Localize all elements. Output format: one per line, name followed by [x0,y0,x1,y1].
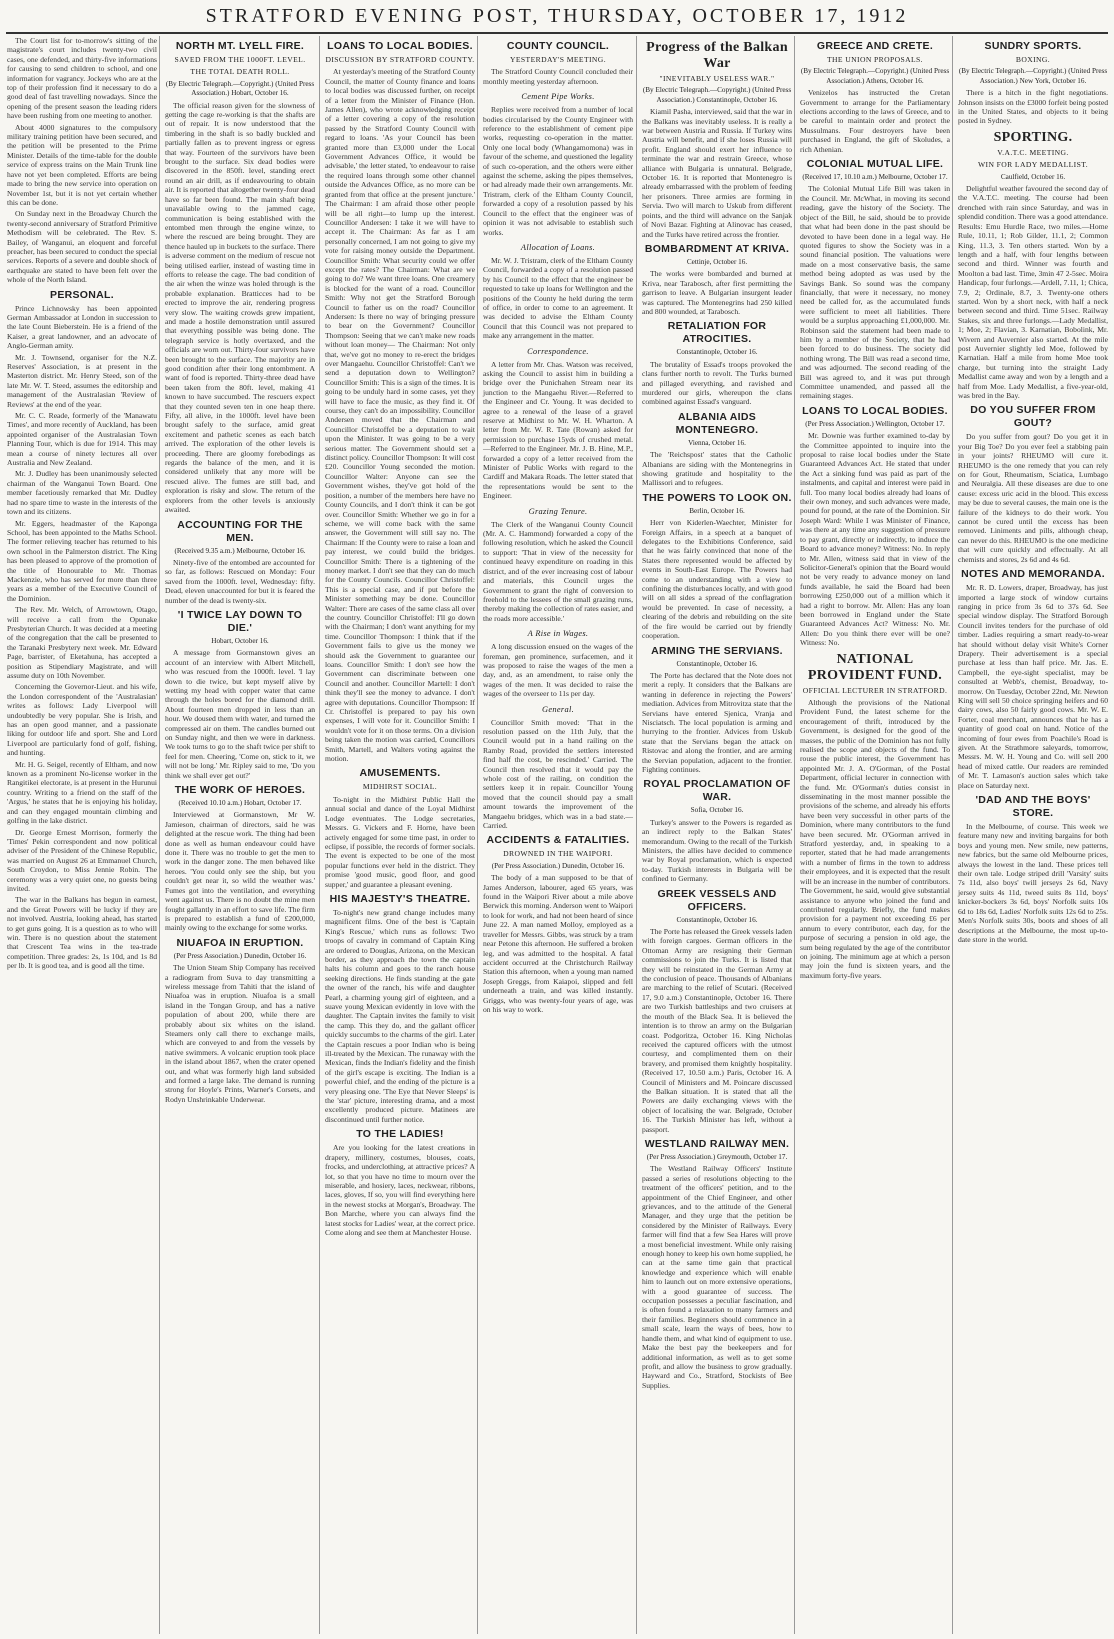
article-body: Although the provisions of the National Provident Fund, the latest scheme for the encouragement of thrift, introduced by the Government, is designed for the good of the masses, the public of the Dominion has not fully realised the scope and objects of the fund. To rouse the public interest, the Government has appointed Mr. J. A. O'Gorman, of the Postal Department, official lecturer in connection with the fund. Mr. O'Gorman's duties consist in disseminating in the most manner possible the provisions of the scheme, and already his efforts have been very successful in other parts of the Dominion, where many contributors to the fund have been secured. Mr. O'Gorman arrived in Stratford yesterday, and, in speaking to a reporter, stated that he had made arrangements with a number of firms in the town to address their employees, and it is expected that the result will be an increase in the number of contributors. The Government, he said, would give substantial assistance to anyone who joined the fund and contributed regularly. Briefly, the fund makes provision for a payment not exceeding £6 per annum to every contributor, each day, for the purpose of securing a pension in old age, the sum being regulated by the age of the contributor on joining. The minimum age at which a person may join the fund is sixteen years, and the maximum forty-five years. [800,697,950,980]
article-body: The works were bombarded and burned at Kriva, near Tarabosch, after first permitting the garrison to leave. A Bulgarian insurgent leader was captured. The Montenegrins had 250 killed and 800 wounded, at Tarabosch. [642,269,792,316]
article-body: Mr. W. J. Tristram, clerk of the Eltham County Council, forwarded a copy of a resolution passed by his Council to the effect that the engineer be requested to take up loans for Wellington and the positions of the County he held during the term of office, in order to come to an agreement. It was decided to advise the Eltham County Council that this Council was not prepared to make any arrangement in the matter. [483,255,633,341]
article-headline: AMUSEMENTS. [359,767,441,780]
dateline: (Received 10.10 a.m.) Hobart, October 17. [178,799,302,808]
article-body: About 4000 signatures to the compulsory military training petition have been secured, and the petition will be presented to the Prime Minister. Details of the time-table for the double service of express trains on the Main Trunk line have not yet been completed. Efforts are being made to bring the new service into operation on November 1st, but it is not yet certain whether this can be done. [7,122,157,207]
dateline: (Per Press Association.) Wellington, October 17. [805,419,945,428]
dateline: (Per Press Association.) Greymouth, October 17. [646,1152,788,1161]
dateline: Sofia, October 16. [690,806,744,815]
article-subheading: V.A.T.C. MEETING. [997,147,1069,157]
article-body: Herr von Kiderlen-Waechter, Minister for Foreign Affairs, in a speech at a banquet of delegates to the Exhibitions Conference, said that he was fairly convinced that none of the States there represented would be affected by events in South-East Europe. The Powers had come to an understanding with a view to confining the disturbances locally, and with good will on all sides a spread of the conflagration would be prevented. In case of necessity, a clearing of the debris and rebuilding on the site of the fire would be carried out by friendly cooperation. [642,518,792,641]
article-headline: PERSONAL. [50,288,114,301]
column-rule [636,36,637,1634]
article-body: Mr. C. C. Reade, formerly of the 'Manawatu Times', and more recently of Auckland, has been appointed organiser of the Australasian Town Planning Tour, which is due for 1914. This may mean a course of ninety lectures all over Australia and New Zealand. [7,411,157,468]
article-subheading: BOXING. [1015,55,1051,64]
article-headline: BOMBARDMENT AT KRIVA. [644,242,790,255]
article-headline: 'DAD AND THE BOYS' STORE. [975,794,1091,820]
column-rule [794,36,795,1634]
article-body: The Court list for to-morrow's sitting of the magistrate's court includes twenty-two civil cases, one defended, and thirty-five informations for causing to send children to school, and one information for vagrancy. Jockeys who are at the top of their profession find it necessary to do a good deal of fast travelling nowadays. Since the opening of the present season the leading riders have been rushing from one meeting to another. [7,36,157,121]
dateline: Vienna, October 16. [688,438,746,447]
article-subheading: MIDHIRST SOCIAL. [362,782,438,792]
article-body: Mr. J. Dudley has been unanimously selected chairman of the Wanganui Town Board. One member facetiously remarked that Mr. Dudley had no spare time to waste in the interests of the town and its citizens. [7,469,157,517]
article-body: The war in the Balkans has begun in earnest, and the Great Powers will be lucky if they are not involved. Austria, looking ahead, has started to get guns going. It is a question as to who will win. There is no question about the statement that Crescent Tea wins in the tea-trade competition. Three grades: 2s, 1s 10d, and 1s 8d per lb. It is good tea, and is good all the time. [7,895,157,971]
article-body: Mr. Downie was further examined to-day by the Committee appointed to inquire into the proposal to raise local bodies under the State Guaranteed Advances Act. He stated that under the Act a sinking fund was paid as part of the instalments, and capital and interest were paid in full. Too many local bodies already had loans of their own money, and such advances were made, pound for pound, at the rate of the Dominion. Sir Joseph Ward: While I was Minister of Finance, was there at any time any suggestion of pressure to pay grant, directly or indirectly, to induce the Board to advance money? Witness: No. In reply to Mr. Allen, witness said that in view of the Solicitor-General's opinion that the Board would not be very ready to advance money on land funds available, he said the Board had been borrowing £250,000 out of a million which it had a right to borrow. Mr. Allen: Has any loan been borrowed in England under the State Guaranteed Advances Act? Witness: No. Mr. Allen: Do you think there ever will be one? Witness: No. [800,431,950,648]
article-body: Prince Lichnowsky has been appointed German Ambassador at London in succession to the late Count Bieberstein. He is a friend of the Kaiser, a great landowner, and an advocate of Anglo-German amity. [7,303,157,351]
article-subheading: WIN FOR LADY MEDALLIST. [977,160,1089,170]
article-body: The Westland Railway Officers' Institute passed a series of resolutions objecting to the treatment of the officers' petition, and to the appointment of the Chief Engineer, and other grievances, and to the attitude of the General Manager, and they urge that the petition be considered by the Minister of Railways. Every farmer will find that a few Sea Hares will prove a most beneficial investment. While only raising enough honey to keep his own home supplied, he can at the same time gain that practical knowledge and experience which will enable him to launch out on more extensive operations, with a good guarantee of success. The occupation possesses a peculiar fascination, and is often found a relaxation to many farmers and their families. Beginners should commence in a small scale, learn the ways of bees, how to handle them, and what kind of equipment to use. Make the best pay the beekeepers and for additional information, as well as to get some profit, and allow the business to grow gradually. Hayward and Co., Stratford, Stockists of Bee Supplies. [642,1164,792,1390]
dateline: Constantinople, October 16. [676,915,758,924]
article-body: The Stratford County Council concluded their monthly meeting yesterday afternoon. [483,67,633,86]
article-headline: DO YOU SUFFER FROM GOUT? [970,404,1096,430]
article-body: Mr. H. G. Seigel, recently of Eltham, and now known as a prominent No-license worker in the Rangitikei electorate, is at present in the Hurunui country. Writing to a friend on the staff of the 'Argus,' he states that he is enjoying his holiday, and can they engaged mountain climbing and golfing in the lake district. [7,759,157,826]
article-body: Dr. George Ernest Morrison, formerly the 'Times' Pekin correspondent and now political adviser of the President of the Chinese Republic, was married on August 26 at Emmanuel Church, South Croydon, to Miss Jennie Robin. The ceremony was a very quiet one, no guests being invited. [7,827,157,893]
column-2 [162,36,318,1634]
column-5 [639,36,795,1634]
article-headline: Grazing Tenure. [528,506,588,516]
column-rule [952,36,953,1634]
article-body: Turkey's answer to the Powers is regarded as an indirect reply to the Balkan States' memorandum. Owing to the recall of the Turkish Ministers, the allies have decided to commence war by Royal proclamation, which is expected to-day. Turkish interests in Bulgaria will be confined to Germany. [642,817,792,884]
article-body: Councillor Smith moved: 'That in the resolution passed on the 11th July, that the Council would put in a hand railing on the Ramby Road, provided the settlers interested find half the cost, be rescinded.' Carried. The Council then resolved that it would pay the whole cost of the railing, on condition the settlers keep it in repair. Councillor Young moved that the council should pay a small amount towards the improvement of the Mangaehu bridges, which was in a bad state.—Carried. [483,717,633,831]
article-headline: ACCOUNTING FOR THE MEN. [177,518,303,544]
article-headline: RETALIATION FOR ATROCITIES. [667,320,767,346]
article-headline: COUNTY COUNCIL. [506,40,610,52]
article-body: Replies were received from a number of local bodies circularised by the County Engineer with reference to the establishment of cement pipe works, requesting co-operation in the matter. Only one local body (Whangamomona) was in favour of the scheme, and questioned the legality of such co-operation, and the others were either against the scheme, asking the pipes themselves, or had already made their own arrangements. Mr. Tristram, clerk of the Eltham County Council, forwarded a copy of a resolution passed by his Council to the effect that the engineer was of opinion it was not advisable to establish such works. [483,105,633,237]
article-subheading: OFFICIAL LECTURER IN STRATFORD. [802,685,948,695]
article-headline: WESTLAND RAILWAY MEN. [644,1137,790,1150]
article-body: Mr. Eggers, headmaster of the Kaponga School, has been appointed to the Maths School. The former relieving teacher has returned to his own school in the Palmerston district. The King has been pleased to approve of the promotion of the title of Honourable to Mr. Thomas Mackenzie, who has served for more than three years as a member of the Executive Council of the Dominion. [7,518,157,603]
article-body: Mr. R. D. Lowers, draper, Broadway, has just imported a large stock of window curtains ranging in price from 3s 6d to 37s 6d. See special window display. The Stratford Borough Council invites tenders for the purchase of old timber. Ladies requiring a smart ready-to-wear hat should without delay visit White's Corner Drapery. Their advertisement is a special purchase at less than half price. Mr. Jas. E. Campbell, the eye-sight specialist, may be consulted at Webb's, chemist, Broadway, to-morrow. On Tuesday, October 22nd, Mr. Newton King will sell 50 choice springing heifers and 60 dairy cows, also 50 fairly good cows. Mr. W. E. Forter, coal merchant, announces that he has a quantity of good coal on hand. Notice of the incoming of four ewes from Poachile's Road is given. At the Strathmore saleyards, tomorrow, Messrs. M. W. H. Young and Co. will sell 200 head of mixed cattle. Our readers are reminded of Mr. T. Lamason's auction sales which take place on Saturday next. [958,583,1108,790]
dateline: (By Electric Telegraph.—Copyright.) (United Press Association.) Hobart, October 16. [165,79,315,98]
article-body: The Rev. Mr. Welch, of Arrowtown, Otago, will receive a call from the Opunake Presbyterian Church. It was decided at a meeting of the congregation that the call be presented to the Taranaki Presbytery next week. Mr. Edward Page, barrister, of Eketahuna, has accepted a position as Stipendiary Magistrate, and will assume duty on 10th November. [7,605,157,680]
article-body: A message from Gormanstown gives an account of an interview with Albert Mitchell, who was rescued from the 1000ft. level. 'I lay down to die twice, but kept myself alive by wetting my head with copper water that came through the holes bored for the diamond drill. About fourteen men dropped in less than an hour. We doused them with water, and turned the compressed air on them. The candles burned out on Sunday night, and then we were in darkness. We took turns to go to the shaft twice per shift to feel for men. Cheering, 'Come on, stick to it, we will not be long.' Mr. Ripley said to me, 'Do you think we shall ever get out?' [165,648,315,780]
article-headline: NOTES AND MEMORANDA. [961,568,1105,581]
article-body: The Porte has declared that the Note does not merit a reply. It considers that the Balkans are wanting in deference in rejecting the Powers' mediation. Advices from Mitrovitza state that the Servians have entered Sjenica, Vranja and Nisciatsch. The local population is arming and hurrying to the frontier. Advices from Uskub state that the Servians began the attack on Ristovac and along the frontier, and are arming the Servian population, adjacent to the frontier. Fighting continues. [642,670,792,774]
column-rule [159,36,160,1634]
dateline: (By Electric Telegraph.—Copyright.) (United Press Association.) Constantinople, October 16. [642,86,792,104]
column-1 [4,36,160,1634]
article-headline: General. [542,704,574,714]
article-body: On Sunday next in the Broadway Church the twenty-second anniversary of Stratford Primitive Methodism will be celebrated. The Rev. S. Bailey, of Wanganui, an eloquent and forceful preacher, has been secured to conduct the special services. Reports of a severe and double shock of earthquake are stated to have been felt over the whole of the North Island. [7,209,157,285]
article-headline: Correspondence. [527,346,589,356]
article-body: At yesterday's meeting of the Stratford County Council, the matter of County finance and loans to local bodies was discussed further, on receipt of a letter from the Minister of Finance (Hon. James Allen), who wrote acknowledging receipt of a letter covering a copy of the resolution passed by the Stratford County Council with regard to loans. 'As your Council has been granted more than £3,000 under the Local Government Advances Office, it would be advisable,' the letter stated, 'to endeavour to raise the required loans through some other channel outside the Advances Office, as no more can be granted from that office at the present juncture.' The Chairman: I am afraid those other people will be all right—to lump up the interest. Councillor Andersen: I take it we will have to accept it. The Chairman: As far as I am personally concerned, I am not going to give my vote for raising money outside the Department. Councillor Smith: What security could we offer except the rates? The Chairman: What are we going to do? We want three loans. One creamery is blocked for the want of a road. Councillor Smith: Why not get the Stratford Borough Council to father us on the road? Councillor Andersen: Is there no way of bringing pressure to bear on the Government? Councillor Thompson: Seeing that we can't make new roads without loan money— The Chairman: Not only that, we've got no money to re-erect the bridges over Mangaehu. Councillor Christoffel: Can't we send a deputation down to Wellington? Councillor Smith: This is a sign of the times. It is going to be unduly hard in some cases, yet they will have to face the music, as they find it. Of course, they can't do an impossibility. Councillor Andersen moved that the Chairman and Councillor Christoffel be a deputation to wait upon the Minister. It was going to be a very serious matter. The Government should set a distinct policy. Councillor Thompson: It will cost £20. Councillor Young seconded the motion. Councillor Walter: Anyone can see the Government wishes, they've got hold of the position, a number of the members here have no County Councils, and I don't think it can be got over. Councillor Smith: Whether we go in for a scheme, we will come back with the same answer, the Government will still say no. The Chairman: If the County were to raise a loan and pay interest, we could build the bridges. Councillor Smith: There is a tightening of the money market. I don't see that they can do much for the County Councils. Councillor Christoffel: This is a special case, and if put before the Minister something may be done. Councillor Walter: There are cases of the same class all over the country. Councillor Christoffel: I'll go down with the Chairman; I don't want anything for my time. Councillor Thompson: I think that if the Government fails to give us the money we should ask the Government to guarantee our loans. Councillor Smith: I don't see how the Government can discriminate between one Council and another. Councillor Martell: I don't think they'll see the money to advance. I don't agree with deputations. Councillor Thompson: If Cr. Christoffel is prepared to pay his own expenses, I will vote for it. Councillor Smith: I wouldn't vote for it on those terms. On a division being taken the motion was carried, Councillors Smith, Martell, and Walters voting against the motion. [325,67,475,764]
article-body: A letter from Mr. Chas. Watson was received, asking the Council to assist him in building a bridge over the Punichahen Stream near its junction to the Mangaehu River.—Referred to the Engineer and Cr. Young. It was decided to agree to a renewal of the lease of a gravel reserve at Midhirst to Mr. W. H. Wharton. A letter from Mr. W. R. Tate (Rowan) asked for permission to purchase 15yds of crushed metal.—Referred to the Engineer. Mr. J. B. Hine, M.P., forwarded a copy of a letter received from the Minister of Public Works with regard to the Cardiff and Makara Roads. The letter stated that the representations would be sent to the Engineer. [483,359,633,501]
article-headline: TO THE LADIES! [356,1128,444,1141]
article-headline: Progress of the Balkan War [646,40,788,71]
article-subheading: THE TOTAL DEATH ROLL. [190,67,290,77]
article-headline: ALBANIA AIDS MONTENEGRO. [675,410,759,436]
masthead-title: STRATFORD EVENING POST, THURSDAY, OCTOBER 17, 1912 [205,5,909,27]
article-headline: SPORTING. [993,129,1073,145]
article-body: Mr. J. Townsend, organiser for the N.Z. Reserves' Association, is at present in the Masterton district. Mr. Henry Steed, son of the late Mr. W. T. Steed, assumes the editorship and management of the Australasian 'Review of Reviews' at the end of the year. [7,352,157,409]
article-subheading: THE UNION PROPOSALS. [827,55,923,64]
article-headline: LOANS TO LOCAL BODIES. [802,404,948,417]
article-body: Kiamil Pasha, interviewed, said that the war in the Balkans was inevitably useless. It is really a war between Austria and Russia. If Turkey wins Austria will benefit, and if she loses Russia will profit. England should exert her influence to terminate the war and restrain Greece, whose alliance with Bulgaria is unnatural. Belgrade, October 16. It is reported that Montenegro is already embarrassed with the problem of feeding her prisoners. Three armies are forming in Servia. Two will march to Uskub from different points, and the third will advance on the Sanjak of Novi Bazar. Fighting at Alinovac has ceased, and the Turks have retired across the frontier. [642,107,792,239]
column-6 [797,36,953,1634]
article-body: The Clerk of the Wanganui County Council (Mr. A. C. Hammond) forwarded a copy of the following resolution, which he asked the Council to support: 'That in view of the necessity for continued heavy expenditure on roading in this district, and of the ever increasing cost of labour and materials, this Council urges the Government to grant the right of conversion to freehold to the lessees of the small grazing runs, thereby making the collection of rates easier, and the roads more accessible.' [483,519,633,623]
article-body: To-night's new grand change includes many magnificent films. One of the best is 'Captain King's Rescue,' which runs as follows: Two troops of cavalry in command of Captain King are ordered to Douglas, Arizona, on the Mexican border, as they approach the town the captain halts his column and goes to the ranch house seeking directions. He finds standing at the gate the owner of the ranch, his wife and daughter Pearl, a charming young girl of eighteen, and a suave young Mexican evidently in love with the daughter. The Captain invites the family to visit the camp. This they do, and the gallant officer quickly succumbs to the charms of the girl. Later the Captain rescues a poor Indian who is being ill-treated by the Mexican. The runaway with the Mexican, finds the Indian's fidelity and the finish of the girl's escape is exciting. The Indian is a powerful chief, and the ending of the picture is a very pleasing one. 'The Eye that Never Sleeps' is the 'star' picture, interesting drama, and a most excellently produced picture. Matinees are discontinued until further notice. [325,907,475,1124]
dateline: Constantinople, October 16. [676,348,758,357]
article-headline: THE POWERS TO LOOK ON. [642,491,792,504]
article-headline: GREEK VESSELS AND OFFICERS. [657,887,777,913]
article-body: A long discussion ensued on the wages of the foreman, gen prominence, surfacemen, and it was proposed to raise the wages of the men a day, and, as an amendment, to raise only the wages of the men. It was decided to raise the wages of the overseer to 11s per day. [483,642,633,699]
article-headline: SUNDRY SPORTS. [984,40,1082,52]
article-body: The Union Steam Ship Company has received a radiogram from Suva to day transmitting a wireless message from Tahiti that the island of Niuafoa was in eruption. Niuafoa is a small island in the Tongan Group, and has a native population of about 200, while there are probably about six whites on the island. Steamers only call there to exchange mails, which are conveyed to and from the vessels by native swimmers. A volcanic eruption took place in the island about 1867, when the crater opened out, and what was formerly high land subsided and formed a large lake. The demand is running strong for Hoyle's Prints, Warner's Corsets, and Rodyn Unshrinkable Underwear. [165,963,315,1104]
article-body: The Porte has released the Greek vessels laden with foreign cargoes. German officers in the Ottoman Army are resigning their German commissions to join the Turks. It is listed that they will be reinstated in the German Army at the conclusion of peace. Thousands of Albanians are marching to the relief of Scutari. (Received 17, 9.0 a.m.) Constantinople, October 16. There are two Turkish battleships and two cruisers at the mouth of the Black Sea. It is believed the intention is to throw an army on the Bulgarian coast. Podgoritza, October 16. King Nicholas received the captured officers with the utmost courtesy, and complimented them on their bravery, and promised them knightly hospitality. (Received 17, 10.50 a.m.) Paris, October 16. A Council of Ministers and M. Poincare discussed the Balkan situation. It is stated that all the Powers are daily exchanging views with the object of localising the war. Belgrade, October 16. The Turkish Minister has left, without a passport. [642,927,792,1134]
article-headline: ARMING THE SERVIANS. [651,644,783,657]
dateline: (Per Press Association.) Dunedin, October 16. [173,951,307,960]
dateline: (Received 9.35 a.m.) Melbourne, October 16. [174,546,306,555]
article-body: Do you suffer from gout? Do you get it in your Big Toe? Do you ever feel a stabbing pain in your joints? RHEUMO will cure it. RHEUMO is the one remedy that you can rely on for Gout, Rheumatism, Sciatica, Lumbago and Neuralgia. All these diseases are due to one cause: excess uric acid in the blood. This excess may be due to several causes, the main one is the failure of the kidneys to do their work. You cannot be cured until the excess has been removed. Liniments and pills, although cheap, can never do this. RHEUMO is the one medicine that will cure quickly and effectually. At all chemists and stores, 2s 6d and 4s 6d. [958,432,1108,564]
article-body: There is a hitch in the fight negotiations. Johnson insists on the £3000 forfeit being posted in the United States, and objects to it being posted in Sydney. [958,88,1108,126]
article-body: The 'Reichspost' states that the Catholic Albanians are siding with the Montenegrins in showing gratitude and hospitality to the Mallissori and to refugees. [642,450,792,488]
article-headline: NATIONAL PROVIDENT FUND. [807,651,943,683]
article-subheading: YESTERDAY'S MEETING. [510,55,606,64]
article-subheading: DROWNED IN THE WAIPORI. [503,849,613,859]
article-body: The body of a man supposed to be that of James Anderson, labourer, aged 65 years, was found in the Waipori River about a mile above Berwick this morning. Anderson went to Waipori to look for work, and had not been heard of since June 22. A man named Molloy, employed as a traveller for Messrs. Gibbs, was struck by a tram near Petone this afternoon. He suffered a broken leg, and was admitted to the hospital. A fatal accident occurred at the Christchurch Railway Station this afternoon, when a young man named Joseph Greggs, from Kaiapoi, slipped and fell underneath a train, and was killed instantly. Griggs, who was twenty-four years of age, was on his way to work. [483,873,633,1014]
article-body: Concerning the Governor-Lieut. and his wife, the London correspondent of the 'Australasian' writes as follows: Lady Liverpool will undoubtedly be very popular. She is Irish, and has an open good manner, and a passionate liking for outdoor life and sport. She and Lord Liverpool are particularly fond of golf, fishing, and hunting. [7,682,157,758]
article-subheading: DISCUSSION BY STRATFORD COUNTY. [325,55,475,64]
column-3 [322,36,478,1634]
dateline: Cettinje, October 16. [686,257,748,266]
column-7 [955,36,1111,1634]
article-body: Are you looking for the latest creations in drapery, millinery, costumes, blouses, coats, frocks, and underclothing, at attractive prices? A lot, so that you have no time to mourn over the miserable, and hosiery, laces, neckwear, ribbons, laces, gloves, If so, you will find everything here in the newest stocks at Morgan's, Broadway. The Bon Marche, where you can always find the latest stocks for Ladies' wear, at the correct price. Come along and see them at Manchester House. [325,1143,475,1237]
dateline: (By Electric Telegraph.—Copyright.) (United Press Association.) Athens, October 16. [800,67,950,85]
masthead [6,2,1108,34]
article-subheading: SAVED FROM THE 1000FT. LEVEL. [174,55,306,64]
article-headline: NORTH MT. LYELL FIRE. [175,40,305,52]
article-body: Ninety-five of the entombed are accounted for so far, as follows: Rescued on Monday: Four saved from the 1000ft. level, Wednesday: fifty. Dead, eleven unaccounted for but it is feared the number of the dead is twenty-six. [165,557,315,605]
article-headline: Allocation of Loans. [520,242,596,252]
article-headline: HIS MAJESTY'S THEATRE. [329,892,471,905]
column-4 [480,36,636,1634]
article-headline: ROYAL PROCLAMATION OF WAR. [643,778,791,804]
article-headline: THE WORK OF HEROES. [174,784,306,797]
article-headline: Cement Pipe Works. [521,92,595,102]
dateline: (Received 17, 10.10 a.m.) Melbourne, October 17. [802,173,948,182]
article-body: Venizelos has instructed the Cretan Government to arrange for the Parliamentary elections according to the laws of Greece, and to be careful to maintain order and protect the Mussulmans. Four destroyers have been purchased in England, the gift of Skoludes, a rich Athenian. [800,88,950,154]
article-headline: ACCIDENTS & FATALITIES. [486,834,630,847]
article-body: Interviewed at Gormanstown, Mr W. Jamieson, chairman of directors, said he was delighted at the rescue work. The thing had been done as well as human endeavour could have done it. There was no trouble to get the men to work in the danger zone. The men behaved like heroes. 'You could only see the ship, but you couldn't get near it, so wild the weather was.' Fumes got into the ventilation, and everything went against us. There is no doubt the mine men fought gallantly in an effort to save life. The firm is prepared to establish a fund of £200,000, mainly owing to the exchange for some works. [165,810,315,933]
article-headline: LOANS TO LOCAL BODIES. [327,40,473,52]
article-body: In the Melbourne, of course. This week we feature many new and inviting bargains for both boys and young men. New smile, new patterns, new fabrics, but the same old Melbourne prices, always the lowest in the land. These prices tell their own tale. Lodge striped drill 'Varsity' suits 7s 11d, also boys' twill jerseys 2s 6d, Navy jersey suits 4s 11d, tweed suits 8s 11d, boys' knicker-bockers 3s 6d, boys' Norfolk suits 10s 6d to 18s 6d, Ladies' Norfolk suits 12s 6d to 25s. Men's Norfolk suits 30s, boots and shoes of all descriptions at the Melbourne, the most up-to-date store in the world. [958,822,1108,944]
article-headline: COLONIAL MUTUAL LIFE. [806,158,944,171]
article-subheading: "INEVITABLY USELESS WAR." [659,74,775,83]
dateline: Berlin, October 16. [689,506,745,515]
article-body: The brutality of Essad's troops provoked the clans further north to revolt. The Turks burned and pillaged everything, and ravished and murdered our girls, whereupon the clans combined against Essad's vanguard. [642,359,792,407]
column-rule [319,36,320,1634]
article-headline: GREECE AND CRETE. [816,40,934,52]
article-body: The official reason given for the slowness of getting the cage re-working is that the shafts are out of repair. It is now understood that the timbering in the shaft is so badly buckled and partially fallen as to prevent ingress or egress that way. Fourteen of the survivors have been brought to the surface. Six dead bodies were discovered in the 850ft. level, standing erect round an air drill, as if endeavouring to obtain air. It is reported that altogether twenty-four dead have so far been found. The main shaft being unavailable owing to the jammed cage, communication is being established with the entombed men through the engine winze, to where the rescued are being brought. They are thence hauled up in buckets to the surface. There is adverse comment on the medium of rescue not being utilised earlier, instead of wasting time in efforts to release the cage. The bad condition of the air when the winze was holed through is the probable explanation. Bratticces had to be erected to improve the air, rendering progress very slow. The waiting crowds grew impatient, and made a hostile demonstration until assured that everything possible was being done. The telegraph service is hotly overtaxed, and the officials are worn out. Thirty-four survivors have been brought to the surface. The majority are in good condition after their long entombment. A want of food is reported. Thirty-three dead have been taken from the 80ft. level, making 41 known to have succumbed. The rescuers expect that they counted seven ten in one heap there. Fifty, all alive, in the 1000ft. level have been brought safely to the surface, amid great excitement and pathetic scenes as each batch arrived. The exploration of the other levels is proceeding. There are gloomy forebodings as regards the balance of the men, and it is considered unlikely that any more will be rescued alive. The fumes are still bad, and exploration is risky and slow. The return of the explorers from the other levels is anxiously awaited. [165,100,315,515]
article-headline: 'I TWICE LAY DOWN TO DIE.' [177,608,303,634]
article-body: Delightful weather favoured the second day of the V.A.T.C. meeting. The course had been drenched with rain since Saturday, and was in splendid condition. There was a good attendance. Results: Emu Hurdle Race, two miles.—Home Rule, 10.11, 1; Rob Gilder, 11.1, 2; Common King, 11.3, 3. Ten others started. Won by a length and a half, with four lengths between second and third. Winner was fourth and Moolton a bad last. Time, 3min 47 2-5sec. Moira Handicap, four furlongs.—Ardell, 7.11, 1; Chica, 7.9, 2; Ordinale, 8.7, 3. Twenty-one others started. Won by a short neck, with half a neck between second and third. Time 51sec. Railway Stakes, six and three furlongs.—Lady Medallist, 1; Moe, 2; Flavian, 3. Karnatian, Bobolink, Mr. Wivern and Auvernier also started. At the mile post Auvernier slightly led Moe, followed by Karnatian. Half a mile from home Moe took charge, but turning into the straight Lady Medallist came away and won by a length and a half from Moe. Lady Medallist, a five-year-old, was bred in the Bay. [958,184,1109,400]
dateline: Constantinople, October 16. [676,659,758,668]
article-headline: NIUAFOA IN ERUPTION. [176,936,304,949]
column-rule [477,36,478,1634]
article-headline: A Rise in Wages. [527,629,589,639]
dateline: Hobart, October 16. [211,636,269,645]
dateline: Caulfield, October 16. [1000,172,1066,181]
dateline: (By Electric Telegraph.—Copyright.) (United Press Association.) New York, October 16. [958,67,1108,85]
article-body: To-night in the Midhirst Public Hall the annual social and dance of the Loyal Midhirst Lodge eventuates. The Lodge secretaries, Messrs. G. Vickers and F. Horne, have been actively engaged for some time past, in order to eclipse, if possible, the records of former socials. The event is expected to be one of the most popular functions ever held in the district. They promise 'good music, good floor, and good supper,' and guarantee a pleasant evening. [325,794,475,889]
article-body: The Colonial Mutual Life Bill was taken in the Council. Mr. McWhat, in moving its second reading, gave the history of the Society. The object of the Bill, he said, should be to provide that what had been done in the past should be devoted to have been done in a legal way. He quoted figures to show the Society was in a sound financial position. The valuations were made on a most conservative basis, the same method being adopted as was used by the Savings Bank. So sound was the company financially, that were it necessary, no money need be called for, as the accumulated funds were sufficient to meet all liabilities. There would be a surplus approaching £1,000,000. Mr. Robinson said the statement had been made to him by a member of the Society, that he had been forced to do business. The society did nothing wrong. The Bill was read a second time, and was adjourned. The second reading of the Bill was agreed to, and it was put through Committee unamended, and passed all the remaining stages. [800,184,950,401]
dateline: (Per Press Association.) Dunedin, October 16. [491,861,625,870]
